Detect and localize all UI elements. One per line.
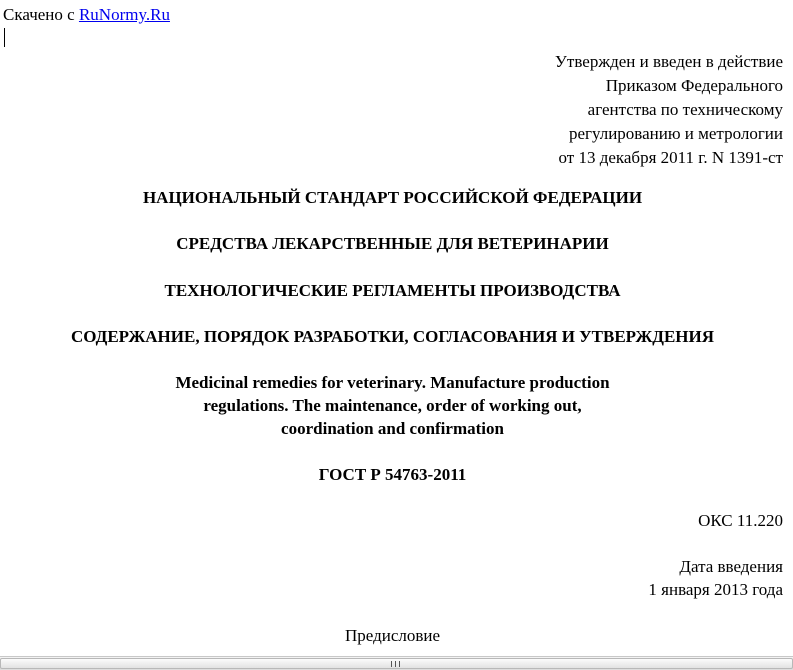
intro-date-label: Дата введения [679,557,783,576]
runormy-link[interactable]: RuNormy.Ru [78,5,170,24]
english-title-line: coordination and confirmation [281,419,504,438]
standard-title: НАЦИОНАЛЬНЫЙ СТАНДАРТ РОССИЙСКОЙ ФЕДЕРАЦИИ [142,188,643,207]
approval-line: агентства по техническому [587,100,783,119]
horizontal-scrollbar[interactable] [0,656,793,670]
download-source-prefix: Скачено с [3,5,79,24]
gost-number: ГОСТ Р 54763-2011 [318,465,467,484]
english-title-line: Medicinal remedies for veterinary. Manufacture production [175,373,610,392]
oks-code: ОКС 11.220 [698,511,783,530]
english-title [0,371,785,440]
scrollbar-thumb[interactable] [0,658,793,669]
preface-heading: Предисловие [344,626,441,645]
approval-line: от 13 декабря 2011 г. N 1391-ст [558,148,783,167]
content-title: СОДЕРЖАНИЕ, ПОРЯДОК РАЗРАБОТКИ, СОГЛАСОВАНИЯ И УТВЕРЖДЕНИЯ [70,327,715,346]
approval-line: регулированию и метрологии [568,124,783,143]
grip-icon [391,661,400,667]
approval-block [555,50,783,170]
intro-date-value: 1 января 2013 года [648,580,783,599]
subject-title: СРЕДСТВА ЛЕКАРСТВЕННЫЕ ДЛЯ ВЕТЕРИНАРИИ [176,234,609,253]
text-cursor [4,28,5,47]
download-source-line [3,5,170,25]
english-title-line: regulations. The maintenance, order of working out, [203,396,582,415]
approval-line: Приказом Федерального [605,76,783,95]
approval-line: Утвержден и введен в действие [554,52,783,71]
regulations-title: ТЕХНОЛОГИЧЕСКИЕ РЕГЛАМЕНТЫ ПРОИЗВОДСТВА [164,281,621,300]
